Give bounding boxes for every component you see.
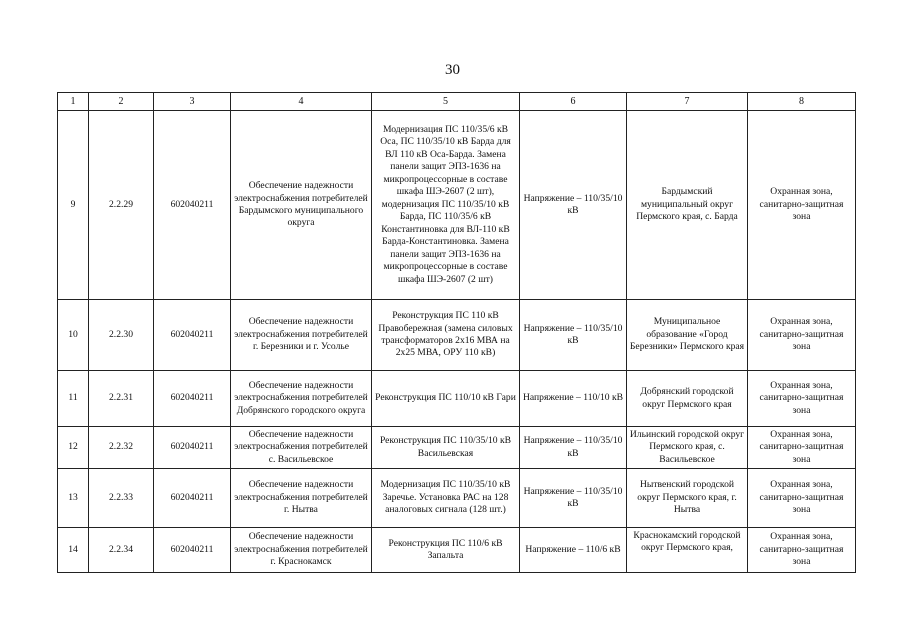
row-description: Модернизация ПС 110/35/10 кВ Заречье. Установка РАС на 128 аналоговых сигнала (128 шт.) <box>372 469 520 528</box>
row-description: Модернизация ПС 110/35/6 кВ Оса, ПС 110/35/10 кВ Барда для ВЛ 110 кВ Оса-Барда. Замена панели защит ЭПЗ-1636 на микропроцессорные в составе шкафа ШЭ-2607 (2 шт), модернизация ПС 110/35/10 кВ Барда, ПС 110/35/6 кВ Константиновка для ВЛ-110 кВ Барда-Константиновка. Замена панели защит ЭПЗ-1636 на микропроцессорные в составе шкафа ШЭ-2607 (2 шт) <box>372 111 520 300</box>
row-id: 602040211 <box>154 469 231 528</box>
col-header-4: 4 <box>231 93 372 111</box>
table-row <box>58 469 856 528</box>
col-header-3: 3 <box>154 93 231 111</box>
row-code: 2.2.33 <box>89 469 154 528</box>
col-header-8: 8 <box>748 93 856 111</box>
row-purpose: Обеспечение надежности электроснабжения потребителей с. Васильевское <box>231 427 372 469</box>
row-location: Ильинский городской округ Пермского края, с. Васильевское <box>627 427 748 469</box>
row-purpose: Обеспечение надежности электроснабжения потребителей г. Березники и г. Усолье <box>231 300 372 371</box>
row-id: 602040211 <box>154 371 231 427</box>
col-header-6: 6 <box>520 93 627 111</box>
row-number: 12 <box>58 427 89 469</box>
col-header-5: 5 <box>372 93 520 111</box>
row-code: 2.2.31 <box>89 371 154 427</box>
table-row <box>58 528 856 573</box>
row-zone: Охранная зона, санитарно-защитная зона <box>748 469 856 528</box>
row-zone: Охранная зона, санитарно-защитная зона <box>748 427 856 469</box>
table-row <box>58 371 856 427</box>
row-code: 2.2.34 <box>89 528 154 573</box>
row-location: Добрянский городской округ Пермского края <box>627 371 748 427</box>
col-header-7: 7 <box>627 93 748 111</box>
col-header-2: 2 <box>89 93 154 111</box>
row-location: Краснокамский городской округ Пермского края, <box>627 528 748 573</box>
row-voltage: Напряжение – 110/35/10 кВ <box>520 300 627 371</box>
row-id: 602040211 <box>154 300 231 371</box>
row-purpose: Обеспечение надежности электроснабжения потребителей г. Краснокамск <box>231 528 372 573</box>
row-description: Реконструкция ПС 110/10 кВ Гари <box>372 371 520 427</box>
row-purpose: Обеспечение надежности электроснабжения потребителей Бардымского муниципального округа <box>231 111 372 300</box>
row-voltage: Напряжение – 110/10 кВ <box>520 371 627 427</box>
register-table <box>57 92 856 573</box>
header-row <box>58 93 856 111</box>
row-zone: Охранная зона, санитарно-защитная зона <box>748 111 856 300</box>
row-code: 2.2.30 <box>89 300 154 371</box>
row-id: 602040211 <box>154 111 231 300</box>
row-location: Бардымский муниципальный округ Пермского края, с. Барда <box>627 111 748 300</box>
row-purpose: Обеспечение надежности электроснабжения потребителей Добрянского городского округа <box>231 371 372 427</box>
row-number: 13 <box>58 469 89 528</box>
row-zone: Охранная зона, санитарно-защитная зона <box>748 528 856 573</box>
row-purpose: Обеспечение надежности электроснабжения потребителей г. Нытва <box>231 469 372 528</box>
page-number: 30 <box>445 62 460 78</box>
table-row <box>58 111 856 300</box>
row-voltage: Напряжение – 110/6 кВ <box>520 528 627 573</box>
row-number: 11 <box>58 371 89 427</box>
row-code: 2.2.32 <box>89 427 154 469</box>
row-code: 2.2.29 <box>89 111 154 300</box>
row-location: Нытвенский городской округ Пермского края, г. Нытва <box>627 469 748 528</box>
row-description: Реконструкция ПС 110 кВ Правобережная (замена силовых трансформаторов 2х16 МВА на 2х25 МВА, ОРУ 110 кВ) <box>372 300 520 371</box>
row-voltage: Напряжение – 110/35/10 кВ <box>520 111 627 300</box>
row-number: 10 <box>58 300 89 371</box>
row-id: 602040211 <box>154 528 231 573</box>
row-location: Муниципальное образование «Город Березники» Пермского края <box>627 300 748 371</box>
row-id: 602040211 <box>154 427 231 469</box>
row-zone: Охранная зона, санитарно-защитная зона <box>748 371 856 427</box>
row-voltage: Напряжение – 110/35/10 кВ <box>520 427 627 469</box>
row-zone: Охранная зона, санитарно-защитная зона <box>748 300 856 371</box>
row-number: 9 <box>58 111 89 300</box>
row-number: 14 <box>58 528 89 573</box>
row-description: Реконструкция ПС 110/6 кВ Запальта <box>372 528 520 573</box>
table-row <box>58 300 856 371</box>
row-voltage: Напряжение – 110/35/10 кВ <box>520 469 627 528</box>
row-description: Реконструкция ПС 110/35/10 кВ Васильевская <box>372 427 520 469</box>
col-header-1: 1 <box>58 93 89 111</box>
table-row <box>58 427 856 469</box>
